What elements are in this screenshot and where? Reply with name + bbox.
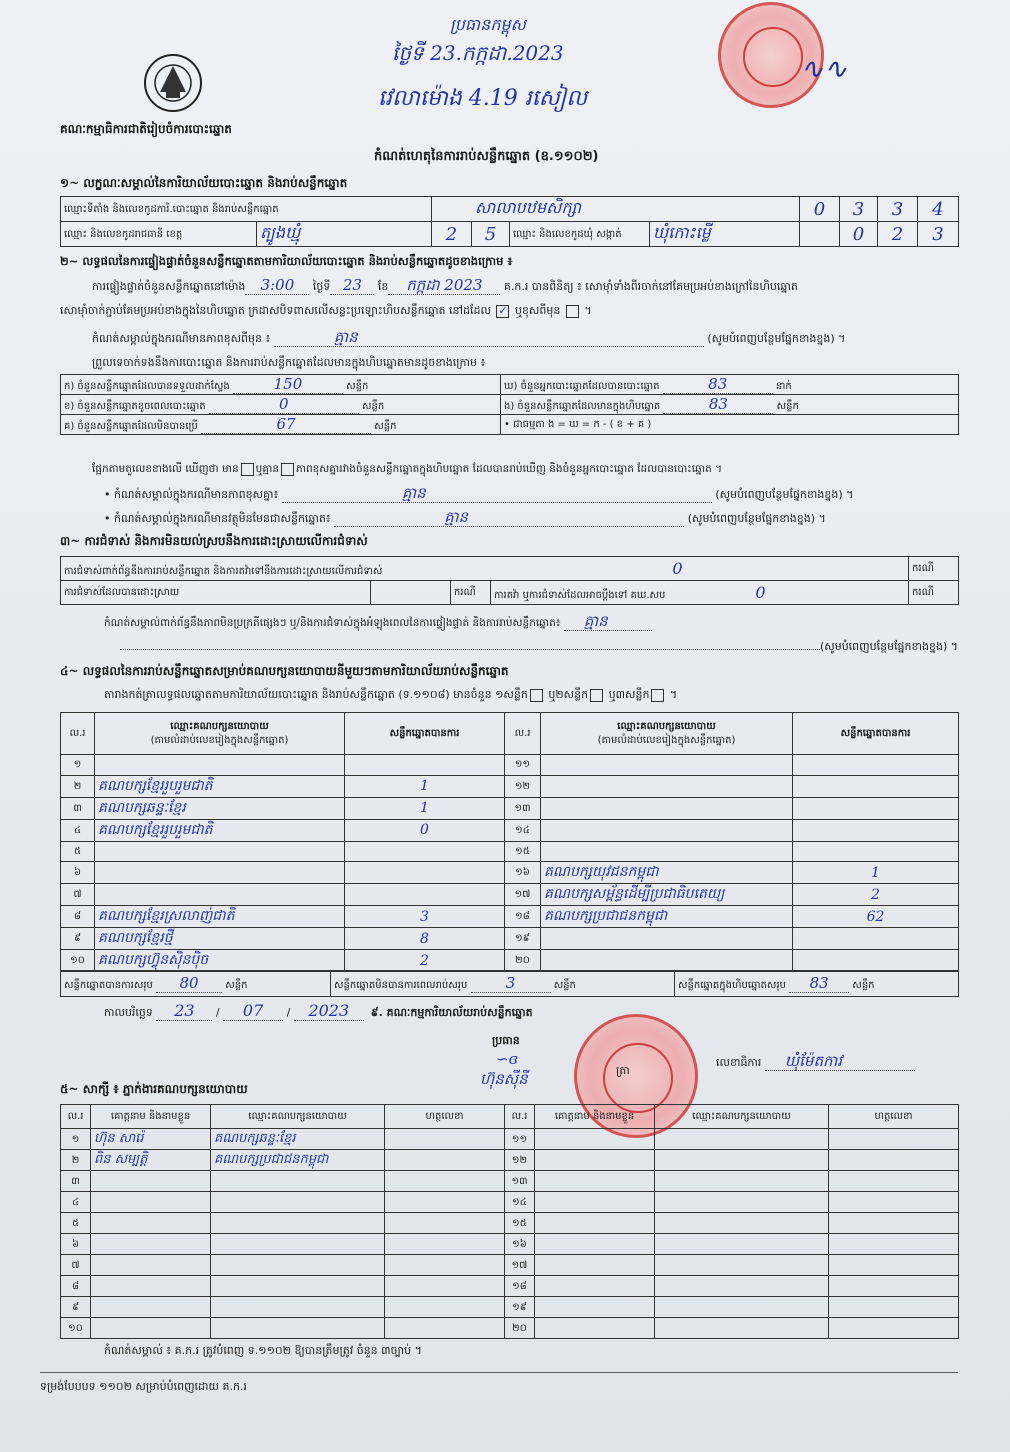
irregularity-note: កំណត់សម្គាល់ពាក់ព័ន្ធនឹងភាពមិនប្រក្រតីផ្សេងៗ ឬ/និងការជំទាស់ក្នុងអំឡុងពេលនៃការផ្ទៀងផ្ទាត់ និងការរាប់សន្លឹកឆ្នោត៖ គ្មាន <box>104 614 652 631</box>
witness-signature <box>829 1234 959 1255</box>
result-party <box>95 755 345 776</box>
commune-code-2: 2 <box>878 222 918 247</box>
witness-party <box>211 1297 385 1318</box>
result-party <box>95 862 345 884</box>
results-row <box>61 906 959 928</box>
witness-name <box>535 1318 655 1339</box>
results-row <box>61 819 959 841</box>
witness-party <box>655 1213 829 1234</box>
result-no: ៣ <box>61 797 95 819</box>
result-party <box>95 884 345 906</box>
witness-note: កំណត់សម្គាល់ ៖ គ.ក.រ ត្រូវបំពេញ ទ.១១០២ ឱ្យបានត្រឹមត្រូវ ចំនួន ៣ច្បាប់ ។ <box>104 1344 422 1357</box>
witness-party <box>655 1276 829 1297</box>
result-votes: 2 <box>793 884 959 906</box>
result-party: គណបក្សយុវជនកម្ពុជា <box>541 862 793 884</box>
witness-no: ២០ <box>505 1318 535 1339</box>
result-votes: 62 <box>793 906 959 928</box>
witness-row <box>61 1297 959 1318</box>
witness-party <box>655 1192 829 1213</box>
secretary-label: លេខាធិការ ឃុំម៉ែតកាវ <box>716 1054 915 1071</box>
witness-party: គណបក្សប្រជាជនកម្ពុជា <box>211 1150 385 1171</box>
witness-row <box>61 1129 959 1150</box>
witness-name <box>535 1171 655 1192</box>
witness-signature <box>385 1318 505 1339</box>
results-row <box>61 928 959 950</box>
result-no: ១៣ <box>505 797 541 819</box>
results-header-votes-right: សន្លឹកឆ្នោតបានការ <box>793 713 959 755</box>
witness-no: ៨ <box>61 1276 91 1297</box>
section1-heading: ១~ លក្ខណៈសម្គាល់នៃការិយាល័យបោះឆ្នោត និងរាប់សន្លឹកឆ្នោត <box>60 176 348 190</box>
witness-no: ១២ <box>505 1150 535 1171</box>
section3-heading: ៣~ ការជំទាស់ និងការមិនយល់ស្របនឹងការដោះស្រាយលើការជំទាស់ <box>60 534 368 548</box>
witness-signature <box>385 1171 505 1192</box>
results-row <box>61 775 959 797</box>
committee-name: គណៈកម្មាធិការជាតិរៀបចំការបោះឆ្នោត <box>60 122 232 136</box>
result-no: ៦ <box>61 862 95 884</box>
result-party <box>541 841 793 862</box>
witness-signature <box>829 1213 959 1234</box>
result-no: ១៤ <box>505 819 541 841</box>
result-votes <box>345 884 505 906</box>
objection-unit-2: ករណី <box>909 581 959 605</box>
witness-name <box>535 1276 655 1297</box>
form-title: កំណត់ហេតុនៃការរាប់សន្លឹកឆ្នោត (ឧ.១១០២) <box>374 149 599 164</box>
witness-no: ៩ <box>61 1297 91 1318</box>
results-header-party-left: ឈ្មោះគណបក្សនយោបាយ (តាមលំដាប់លេខរៀងក្នុងសន្លឹកឆ្នោត) <box>95 713 345 755</box>
witness-name <box>91 1276 211 1297</box>
commune-code-1: 0 <box>840 222 878 247</box>
witness-no: ១៩ <box>505 1297 535 1318</box>
result-party: គណបក្សឆន្ទៈខ្មែរ <box>95 797 345 819</box>
count-row-c: គ) ចំនួនសន្លឹកឆ្នោតដែលមិនបានប្រើ 67 សន្លឹក <box>61 415 501 435</box>
witness-party: គណបក្សឆន្ទៈខ្មែរ <box>211 1129 385 1150</box>
count-row-e: ង) ចំនួនសន្លឹកឆ្នោតដែលមានក្នុងហិបឆ្នោត 83 សន្លឹក <box>501 395 959 415</box>
count-row-d: ឃ) ចំនួនអ្នកបោះឆ្នោតដែលបានបោះឆ្នោត 83 នាក់ <box>501 375 959 395</box>
result-no: ៤ <box>61 819 95 841</box>
chair-name: ហ៊ុនស៊ីនី <box>480 1070 528 1088</box>
ballot-box-total: សន្លឹកឆ្នោតក្នុងហិបឆ្នោតសរុប 83 សន្លឹក <box>675 971 959 997</box>
witness-header-name-right: គោត្តនាម និងនាមខ្លួន <box>535 1105 655 1129</box>
result-votes <box>793 797 959 819</box>
results-row <box>61 797 959 819</box>
witness-signature <box>385 1276 505 1297</box>
witness-header-no-right: ល.រ <box>505 1105 535 1129</box>
section2-heading: ២~ លទ្ធផលនៃការផ្ទៀងផ្ទាត់ចំនួនសន្លឹកឆ្នោតតាមការិយាល័យបោះឆ្នោត និងរាប់សន្លឹកឆ្នោតដូចខាងក្រោម ៖ <box>60 254 513 268</box>
commune-value: ឃុំកោះម្លើ <box>650 222 800 247</box>
result-party: គណបក្សខ្មែរថ្មី <box>95 928 345 950</box>
witness-party <box>655 1297 829 1318</box>
result-no: ១៩ <box>505 928 541 950</box>
result-party <box>541 950 793 972</box>
date-line: កាលបរិច្ឆេទ 23 / 07 / 2023 ៩. គណៈកម្មការិយាល័យរាប់សន្លឹកឆ្នោត <box>104 1001 533 1020</box>
result-party <box>541 755 793 776</box>
result-votes <box>345 755 505 776</box>
result-votes: 1 <box>793 862 959 884</box>
witness-signature <box>385 1234 505 1255</box>
witness-table <box>60 1104 959 1339</box>
witness-row <box>61 1234 959 1255</box>
witness-party <box>655 1318 829 1339</box>
ballot-counts-table <box>60 374 959 435</box>
witness-name <box>535 1234 655 1255</box>
witness-party <box>655 1171 829 1192</box>
witness-row <box>61 1213 959 1234</box>
result-party <box>541 819 793 841</box>
result-no: ១៧ <box>505 884 541 906</box>
witness-name <box>535 1213 655 1234</box>
result-no: ១២ <box>505 775 541 797</box>
count-row-b: ខ) ចំនួនសន្លឹកឆ្នោតខូចពេលបោះឆ្នោត 0 សន្លឹក <box>61 395 501 415</box>
witness-no: ១១ <box>505 1129 535 1150</box>
witness-no: ១ <box>61 1129 91 1150</box>
witness-header-sig-left: ហត្ថលេខា <box>385 1105 505 1129</box>
province-code-1: 2 <box>432 222 472 247</box>
result-no: ៥ <box>61 841 95 862</box>
witness-name <box>535 1255 655 1276</box>
witness-no: ៣ <box>61 1171 91 1192</box>
witness-row <box>61 1255 959 1276</box>
witness-party <box>211 1192 385 1213</box>
witness-header-party-left: ឈ្មោះគណបក្សនយោបាយ <box>211 1105 385 1129</box>
result-no: ១៨ <box>505 906 541 928</box>
witness-signature <box>385 1213 505 1234</box>
section5-heading: ៥~ សាក្សី ៖ ភ្នាក់ងារគណបក្សនយោបាយ <box>60 1082 248 1096</box>
invalid-total: សន្លឹកឆ្នោតមិនបានការពេលរាប់សរុប 3 សន្លឹក <box>331 971 675 997</box>
chair-label: ប្រធាន <box>492 1034 520 1047</box>
witness-signature <box>385 1255 505 1276</box>
result-party <box>541 775 793 797</box>
footer-text: ទម្រង់បែបបទ ១១០២ សម្រាប់បំពេញដោយ គ.ក.រ <box>40 1380 247 1393</box>
result-party <box>95 841 345 862</box>
witness-no: ៧ <box>61 1255 91 1276</box>
witness-name: ហ៊ុន សារ៉េ <box>91 1129 211 1150</box>
result-votes: 1 <box>345 797 505 819</box>
witness-name <box>91 1234 211 1255</box>
handwritten-signature-top: ∿∿ <box>800 52 847 85</box>
witness-name <box>91 1297 211 1318</box>
witness-party <box>655 1129 829 1150</box>
section1-table <box>60 196 959 247</box>
handwritten-time: វេលាម៉ោង 4.19 រសៀល <box>378 86 588 111</box>
location-code-1: 0 <box>800 197 840 222</box>
section4-heading: ៤~ លទ្ធផលនៃការរាប់សន្លឹកឆ្នោតសម្រាប់គណបក្សនយោបាយនីមួយៗតាមការិយាល័យរាប់សន្លឹកឆ្នោត <box>60 664 509 678</box>
witness-no: ១៨ <box>505 1276 535 1297</box>
result-no: ៧ <box>61 884 95 906</box>
witness-signature <box>829 1297 959 1318</box>
witness-header-party-right: ឈ្មោះគណបក្សនយោបាយ <box>655 1105 829 1129</box>
witness-no: ៦ <box>61 1234 91 1255</box>
result-votes: 1 <box>345 775 505 797</box>
result-no: ១ <box>61 755 95 776</box>
footer-rule <box>40 1372 958 1373</box>
witness-row <box>61 1171 959 1192</box>
results-header-no-left: ល.រ <box>61 713 95 755</box>
handwritten-received: ប្រធានកម្ពុស <box>450 15 526 34</box>
result-votes <box>793 775 959 797</box>
nec-emblem-icon <box>140 52 206 114</box>
objections-table <box>60 556 959 605</box>
result-votes: 8 <box>345 928 505 950</box>
province-label: ឈ្មោះ និងលេខកូដរាជធានី ខេត្ត <box>61 222 257 247</box>
result-no: ២ <box>61 775 95 797</box>
result-no: ៩ <box>61 928 95 950</box>
witness-name <box>91 1213 211 1234</box>
tally-sheet-line: តារាងកត់ត្រាលទ្ធផលឆ្នោតតាមការិយាល័យបោះឆ្នោត និងរាប់សន្លឹកឆ្នោត (ទ.១១០៨) មានចំនួន ១សន្លឹក ឬ២សន្លឹក ឬ៣សន្លឹក ។ <box>104 688 678 701</box>
witness-no: ១៧ <box>505 1255 535 1276</box>
results-row <box>61 862 959 884</box>
witness-header-no-left: ល.រ <box>61 1105 91 1129</box>
witness-party <box>211 1213 385 1234</box>
location-code-4: 4 <box>918 197 959 222</box>
results-row <box>61 755 959 776</box>
verification-line-1: ការផ្ទៀងផ្ទាត់ចំនួនសន្លឹកឆ្នោតនៅម៉ោង 3:00 ថ្ងៃទី 23 ខែ កក្កដា 2023 គ.ក.រ បានពិនិត្យ ៖ សោម៉ាំទាំងពីរចាក់នៅគែមប្រអប់ខាងក្រៅនៃហិបឆ្នោត <box>92 276 798 294</box>
objection-unit-1: ករណី <box>909 557 959 581</box>
results-row <box>61 841 959 862</box>
witness-name <box>535 1192 655 1213</box>
witness-name <box>91 1171 211 1192</box>
witness-party <box>655 1234 829 1255</box>
formula-row: • ជាធម្មតា ង = ឃ = ក - ( ខ + គ ) <box>501 415 959 435</box>
witness-no: ១៥ <box>505 1213 535 1234</box>
witness-party <box>655 1255 829 1276</box>
witness-name <box>535 1129 655 1150</box>
result-votes <box>345 841 505 862</box>
result-votes: 0 <box>345 819 505 841</box>
stamp-label: ត្រា <box>616 1064 630 1077</box>
witness-party <box>211 1255 385 1276</box>
result-votes: 3 <box>345 906 505 928</box>
witness-no: ១៣ <box>505 1171 535 1192</box>
result-votes <box>793 928 959 950</box>
witness-name <box>535 1150 655 1171</box>
results-totals-table <box>60 970 959 997</box>
witness-party <box>655 1150 829 1171</box>
witness-signature <box>829 1150 959 1171</box>
resolved-unit: ករណី <box>451 581 491 605</box>
witness-row <box>61 1192 959 1213</box>
result-party: គណបក្សខ្មែររួបរួមជាតិ <box>95 819 345 841</box>
witness-header-sig-right: ហត្ថលេខា <box>829 1105 959 1129</box>
location-value: សាលាបឋមសិក្សា <box>432 197 800 222</box>
witness-signature <box>385 1129 505 1150</box>
witness-party <box>211 1171 385 1192</box>
witness-name <box>91 1192 211 1213</box>
witness-signature <box>829 1129 959 1150</box>
commune-code-3: 3 <box>918 222 959 247</box>
result-no: ៨ <box>61 906 95 928</box>
change-note-line: កំណត់សម្គាល់ក្នុងករណីមានភាពខុសពីមុន ៖ គ្មាន (សូមបំពេញបន្ថែមផ្នែកខាងខ្នង) ។ <box>92 328 846 346</box>
result-no: ២០ <box>505 950 541 972</box>
results-row <box>61 950 959 972</box>
result-no: ១១ <box>505 755 541 776</box>
results-row <box>61 884 959 906</box>
witness-signature <box>385 1192 505 1213</box>
witness-no: ១៦ <box>505 1234 535 1255</box>
count-row-a: ក) ចំនួនសន្លឹកឆ្នោតដែលបានទទួលដាក់ស្ទែង 150 សន្លឹក <box>61 375 501 395</box>
chair-signature: ∽ɞ <box>496 1050 518 1068</box>
objection-row-1: ការជំទាស់ពាក់ព័ន្ធនឹងការរាប់សន្លឹកឆ្នោត និងការតវ៉ាទៅនឹងការដោះស្រាយលើការជំទាស់ 0 <box>61 557 909 581</box>
result-party: គណបក្សហ៊្វុនស៊ិនប៉ិច <box>95 950 345 972</box>
witness-no: ២ <box>61 1150 91 1171</box>
results-header-votes-left: សន្លឹកឆ្នោតបានការ <box>345 713 505 755</box>
witness-party <box>211 1234 385 1255</box>
witness-signature <box>385 1297 505 1318</box>
result-party <box>541 928 793 950</box>
witness-signature <box>829 1318 959 1339</box>
foreign-object-note: • កំណត់សម្គាល់ក្នុងករណីមានវត្ថុមិនមែនជាសន្លឹកឆ្នោត៖ គ្មាន (សូមបំពេញបន្ថែមផ្នែកខាងខ្នង) ។ <box>104 508 826 526</box>
result-votes <box>793 841 959 862</box>
result-votes: 2 <box>345 950 505 972</box>
location-code-3: 3 <box>878 197 918 222</box>
witness-name <box>91 1255 211 1276</box>
appeal-label: ការតវ៉ា ឬការជំទាស់ដែលអាចប្ដឹងទៅ គឃ.សប 0 <box>491 581 909 605</box>
result-no: ១៥ <box>505 841 541 862</box>
witness-name <box>535 1297 655 1318</box>
province-code-2: 5 <box>472 222 510 247</box>
result-no: ១០ <box>61 950 95 972</box>
location-code-2: 3 <box>840 197 878 222</box>
result-party: គណបក្សខ្មែររួបរួមជាតិ <box>95 775 345 797</box>
witness-name <box>91 1318 211 1339</box>
result-party: គណបក្សប្រជាជនកម្ពុជា <box>541 906 793 928</box>
result-party: គណបក្សសម្ព័ន្ធដើម្បីប្រជាធិបតេយ្យ <box>541 884 793 906</box>
witness-no: ១០ <box>61 1318 91 1339</box>
valid-total: សន្លឹកឆ្នោតបានការសរុប 80 សន្លឹក <box>61 971 331 997</box>
witness-header-name-left: គោត្តនាម និងនាមខ្លួន <box>91 1105 211 1129</box>
witness-no: ៤ <box>61 1192 91 1213</box>
result-votes <box>793 950 959 972</box>
resolved-label: ការជំទាស់ដែលបានដោះស្រាយ <box>61 581 371 605</box>
irregularity-fill-note: (សូមបំពេញបន្ថែមផ្នែកខាងខ្នង) ។ <box>60 640 958 654</box>
witness-party <box>211 1318 385 1339</box>
result-party: គណបក្សខ្មែរស្រលាញ់ជាតិ <box>95 906 345 928</box>
unchanged-checkbox: ✓ <box>498 303 508 317</box>
results-header-no-right: ល.រ <box>505 713 541 755</box>
result-votes <box>793 819 959 841</box>
witness-row <box>61 1150 959 1171</box>
witness-signature <box>385 1150 505 1171</box>
handwritten-date: ថ្ងៃទី 23.កក្កដា.2023 <box>392 41 564 65</box>
location-label: ឈ្មោះទីតាំង និងលេខកូដការិ.បោះឆ្នោត និងរាប់សន្លឹកឆ្នោត <box>61 197 432 222</box>
witness-signature <box>829 1255 959 1276</box>
discrepancy-line: ផ្អែកតាមតួលេខខាងលើ ឃើញថា មាន ឬគ្មាន ភាពខុសគ្នារវាងចំនួនសន្លឹកឆ្នោតក្នុងហិបឆ្នោត ដែលបានរាប់ឃើញ និងចំនួនអ្នកបោះឆ្នោត ដែលបានបោះឆ្នោត ។ <box>92 463 723 475</box>
witness-name: ពិន សម្បត្តិ <box>91 1150 211 1171</box>
commune-label: ឈ្មោះ និងលេខកូដឃុំ សង្កាត់ <box>510 222 650 247</box>
result-votes <box>345 862 505 884</box>
result-party <box>541 797 793 819</box>
party-results-table <box>60 712 959 972</box>
witness-party <box>211 1276 385 1297</box>
witness-row <box>61 1276 959 1297</box>
witness-no: ១៤ <box>505 1192 535 1213</box>
witness-signature <box>829 1276 959 1297</box>
result-votes <box>793 755 959 776</box>
verification-line-2: សោម៉ាំចាក់ភ្ជាប់គែមប្រអប់ខាងក្នុងនៃហិបឆ្នោត ក្រដាសបិទពាសលើសន្លះប្រឡោះហិបសន្លឹកឆ្នោត នៅដដែល ✓ ឬខុសពីមុន ។ <box>60 303 592 317</box>
changed-checkbox <box>566 305 579 318</box>
results-header-party-right: ឈ្មោះគណបក្សនយោបាយ (តាមលំដាប់លេខរៀងក្នុងសន្លឹកឆ្នោត) <box>541 713 793 755</box>
witness-signature <box>829 1192 959 1213</box>
witness-no: ៥ <box>61 1213 91 1234</box>
witness-signature <box>829 1171 959 1192</box>
counts-intro: ព្រួលទេចាក់ទងនឹងការបោះឆ្នោត និងការរាប់សន្លឹកឆ្នោតដែលមានក្នុងហិបឆ្នោតមានដូចខាងក្រោម ៖ <box>92 356 486 369</box>
province-value: ត្បូងឃ្មុំ <box>257 222 432 247</box>
result-no: ១៦ <box>505 862 541 884</box>
discrepancy-note: • កំណត់សម្គាល់ក្នុងករណីមានភាពខុសគ្នា៖ គ្មាន (សូមបំពេញបន្ថែមផ្នែកខាងខ្នង) ។ <box>104 484 854 502</box>
witness-row <box>61 1318 959 1339</box>
